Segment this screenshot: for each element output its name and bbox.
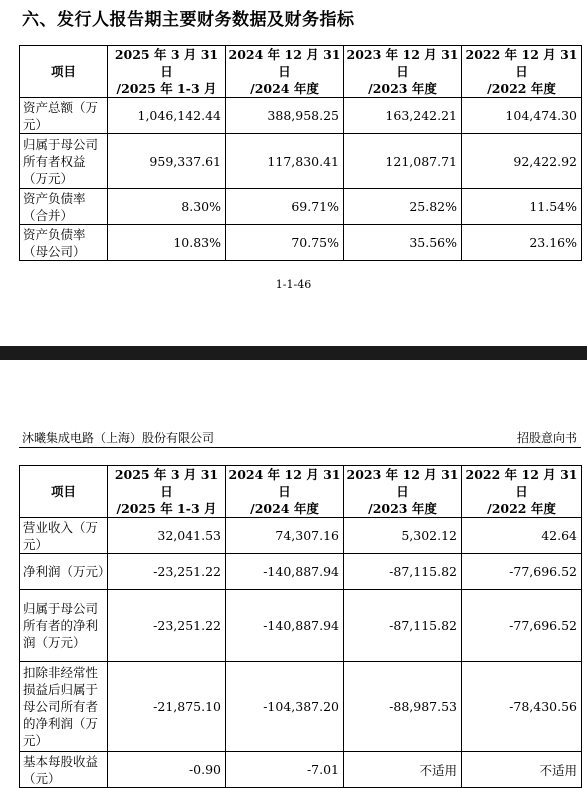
cell-value: -140,887.94 [226,590,344,662]
table-row [20,98,582,134]
cell-value: 117,830.41 [226,134,344,189]
header-2022: 2022 年 12 月 31 日 /2022 年度 [462,46,582,98]
cell-value: 92,422.92 [462,134,582,189]
header-item: 项目 [20,46,108,98]
cell-value: 959,337.61 [108,134,226,189]
row-label: 净利润（万元） [20,554,108,590]
cell-value: 69.71% [226,189,344,225]
cell-value: 42.64 [462,518,582,554]
cell-value: -23,251.22 [108,590,226,662]
header-2024: 2024 年 12 月 31 日 /2024 年度 [226,46,344,98]
table-row [20,225,582,261]
cell-value: 5,302.12 [344,518,462,554]
header-2025q1: 2025 年 3 月 31 日 /2025 年 1-3 月 [108,46,226,98]
cell-value: -77,696.52 [462,554,582,590]
header-2023: 2023 年 12 月 31 日 /2023 年度 [344,466,462,518]
cell-value: -23,251.22 [108,554,226,590]
header-divider [19,447,581,448]
row-label: 资产总额（万元） [20,98,108,134]
cell-value: -88,987.53 [344,662,462,752]
cell-value: 1,046,142.44 [108,98,226,134]
table-row [20,189,582,225]
row-label: 资产负债率（母公司） [20,225,108,261]
table-row [20,518,582,554]
section-title: 六、发行人报告期主要财务数据及财务指标 [22,10,355,30]
cell-value: -7.01 [226,752,344,788]
header-2024: 2024 年 12 月 31 日 /2024 年度 [226,466,344,518]
cell-value: -0.90 [108,752,226,788]
row-label: 扣除非经常性损益后归属于母公司所有者的净利润（万元） [20,662,108,752]
table-row [20,590,582,662]
cell-value: 70.75% [226,225,344,261]
cell-value: 74,307.16 [226,518,344,554]
cell-value: 121,087.71 [344,134,462,189]
row-label: 基本每股收益（元） [20,752,108,788]
cell-value: 11.54% [462,189,582,225]
page-gap [0,360,587,420]
table-header-row [20,46,582,98]
document-page-1 [0,0,587,346]
row-label: 营业收入（万元） [20,518,108,554]
row-label: 归属于母公司所有者权益（万元） [20,134,108,189]
cell-value: 10.83% [108,225,226,261]
financial-data-table-continued [19,465,582,788]
header-2023: 2023 年 12 月 31 日 /2023 年度 [344,46,462,98]
cell-value: 25.82% [344,189,462,225]
header-item: 项目 [20,466,108,518]
cell-value: -104,387.20 [226,662,344,752]
row-label: 归属于母公司所有者的净利润（万元） [20,590,108,662]
table-row [20,752,582,788]
cell-value: 32,041.53 [108,518,226,554]
header-2025q1: 2025 年 3 月 31 日 /2025 年 1-3 月 [108,466,226,518]
header-2022: 2022 年 12 月 31 日 /2022 年度 [462,466,582,518]
cell-value: -77,696.52 [462,590,582,662]
cell-value: 163,242.21 [344,98,462,134]
cell-value: -140,887.94 [226,554,344,590]
page-number: 1-1-46 [275,278,312,291]
cell-value: 388,958.25 [226,98,344,134]
page-separator [0,346,587,360]
cell-value: -21,875.10 [108,662,226,752]
cell-value: 23.16% [462,225,582,261]
cell-value: 不适用 [462,752,582,788]
table-row [20,662,582,752]
cell-value: -87,115.82 [344,590,462,662]
cell-value: 不适用 [344,752,462,788]
document-type-header: 招股意向书 [516,431,577,445]
row-label: 资产负债率（合并） [20,189,108,225]
table-row [20,134,582,189]
document-page-2 [0,420,587,786]
table-header-row [20,466,582,518]
table-row [20,554,582,590]
cell-value: -78,430.56 [462,662,582,752]
financial-data-table [19,45,582,261]
cell-value: -87,115.82 [344,554,462,590]
cell-value: 104,474.30 [462,98,582,134]
cell-value: 35.56% [344,225,462,261]
cell-value: 8.30% [108,189,226,225]
company-name-header: 沐曦集成电路（上海）股份有限公司 [22,431,215,445]
